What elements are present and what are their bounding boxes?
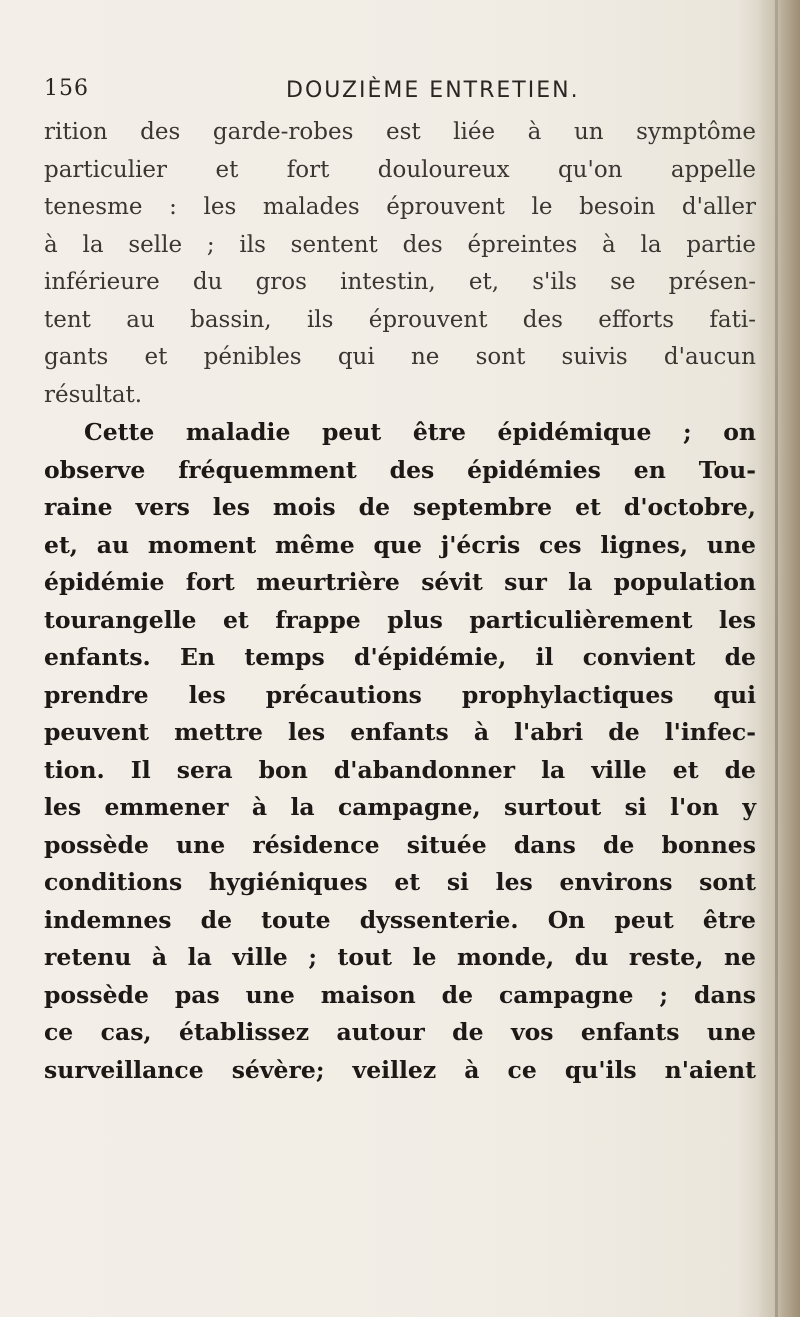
text-line: et, au moment même que j'écris ces lignes, une <box>44 530 756 559</box>
text-line: épidémie fort meurtrière sévit sur la population <box>44 568 756 596</box>
text-line: à la selle ; ils sentent des épreintes à la partie <box>44 231 756 258</box>
text-line: prendre les précautions prophylactiques qui <box>44 680 756 709</box>
text-line: ce cas, établissez autour de vos enfants une <box>44 1018 756 1046</box>
text-line: tent au bassin, ils éprouvent des efforts fati- <box>44 306 756 333</box>
text-line: observe fréquemment des épidémies en Tou- <box>44 455 756 484</box>
text-line: inférieure du gros intestin, et, s'ils se présen- <box>44 269 756 295</box>
text-line: peuvent mettre les enfants à l'abri de l'infec- <box>44 718 756 746</box>
text-line: indemnes de toute dyssenterie. On peut être <box>44 905 756 934</box>
text-line: possède une résidence située dans de bonnes <box>44 830 756 859</box>
text-line: Cette maladie peut être épidémique ; on <box>84 418 756 446</box>
text-line: conditions hygiéniques et si les environs sont <box>44 868 756 896</box>
text-line: surveillance sévère; veillez à ce qu'ils n'aient <box>44 1055 756 1084</box>
text-line: retenu à la ville ; tout le monde, du reste, ne <box>44 943 756 971</box>
text-line: raine vers les mois de septembre et d'octobre, <box>44 493 756 521</box>
text-line: les emmener à la campagne, surtout si l'on y <box>44 793 756 821</box>
page-header <box>44 76 744 116</box>
body-text <box>44 114 756 1089</box>
binding-line <box>775 0 778 1317</box>
text-line: enfants. En temps d'épidémie, il convient de <box>44 643 756 671</box>
text-line: tion. Il sera bon d'abandonner la ville et de <box>44 755 756 784</box>
text-line: particulier et fort douloureux qu'on appelle <box>44 156 756 183</box>
page-number: 156 <box>44 76 89 101</box>
running-head: DOUZIÈME ENTRETIEN. <box>286 78 580 103</box>
text-line: possède pas une maison de campagne ; dans <box>44 980 756 1009</box>
text-line: tourangelle et frappe plus particulièrement les <box>44 605 756 634</box>
text-line: résultat. <box>44 381 143 408</box>
text-line: tenesme : les malades éprouvent le besoin d'aller <box>44 194 756 220</box>
page-edge-shadow <box>758 0 800 1317</box>
text-line: rition des garde-robes est liée à un symptôme <box>44 119 756 145</box>
text-line: gants et pénibles qui ne sont suivis d'aucun <box>44 344 756 370</box>
